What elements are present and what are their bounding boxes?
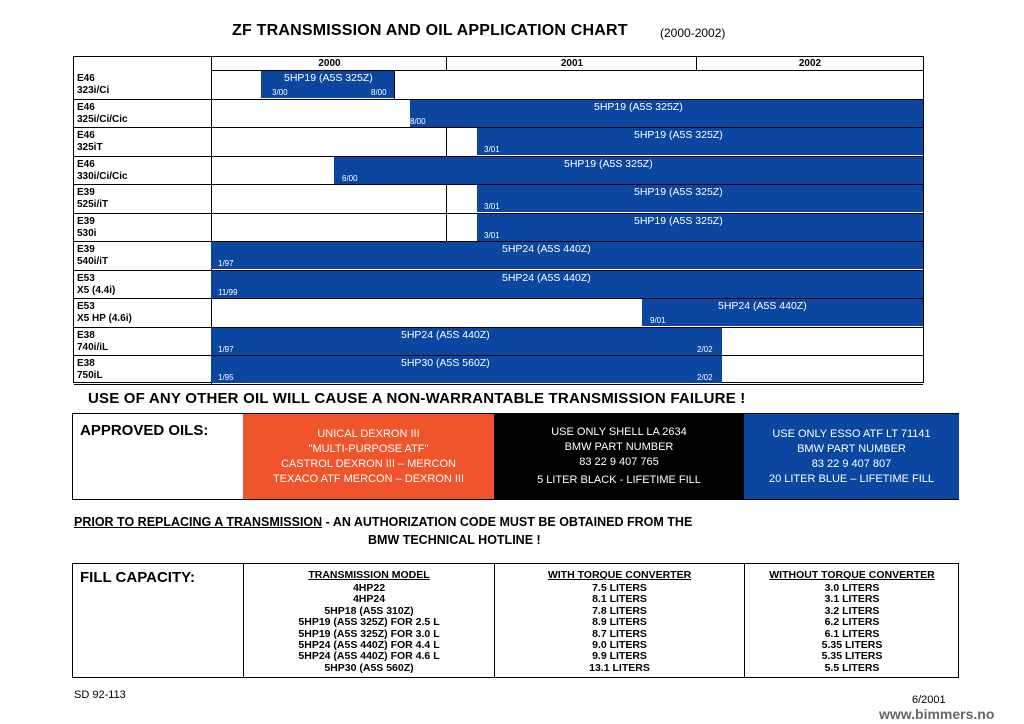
fill-capacity-value: 3.2 LITERS [824, 604, 880, 617]
without-torque-converter-column [744, 564, 959, 677]
transmission-bar [261, 71, 394, 98]
chassis-series: E39 [77, 244, 95, 255]
application-row [74, 71, 923, 100]
start-date: 6/00 [342, 173, 358, 183]
fill-capacity-value: 5HP19 (A5S 325Z) FOR 3.0 L [298, 627, 440, 640]
fill-capacity-value: 5HP24 (A5S 440Z) FOR 4.4 L [298, 639, 440, 652]
oil-line: BMW PART NUMBER [564, 441, 674, 453]
model-name: 530i [77, 227, 97, 239]
vehicle-label [77, 73, 109, 97]
fill-capacity-value: 5.35 LITERS [821, 639, 883, 652]
application-row [74, 356, 923, 385]
fill-capacity-value: 8.9 LITERS [592, 616, 647, 629]
page-title: ZF TRANSMISSION AND OIL APPLICATION CHART [232, 22, 628, 39]
start-date: 8/00 [410, 116, 426, 126]
application-row [74, 185, 923, 214]
vehicle-label [77, 244, 108, 268]
application-row [74, 128, 923, 157]
fill-capacity-value: 5.5 LITERS [824, 661, 880, 674]
fill-capacity-value: 13.1 LITERS [589, 661, 650, 674]
document-id: SD 92-113 [74, 689, 126, 701]
oil-option-shell [494, 414, 744, 499]
end-date: 2/02 [697, 344, 713, 354]
column-header: WITH TORQUE CONVERTER [547, 569, 692, 581]
transmission-bar [211, 328, 722, 355]
application-row [74, 214, 923, 243]
transmission-bar [211, 271, 923, 298]
start-date: 9/01 [650, 316, 666, 325]
chassis-series: E46 [77, 73, 95, 84]
fill-capacity-value: 5HP19 (A5S 325Z) FOR 2.5 L [298, 616, 440, 629]
oil-line: USE ONLY ESSO ATF LT 71141 [772, 427, 931, 440]
model-name: 740i/iL [77, 341, 109, 353]
oil-line: UNICAL DEXRON III [317, 427, 420, 440]
start-date: 3/01 [484, 202, 500, 211]
end-date: 8/00 [371, 88, 387, 97]
start-date: 11/99 [218, 287, 238, 297]
vehicle-label [77, 330, 108, 354]
chassis-series: E38 [77, 329, 95, 341]
year-divider [446, 185, 447, 213]
oil-option-dexron [243, 414, 494, 499]
oil-line: TEXACO ATF MERCON – DEXRON III [272, 472, 465, 485]
transmission-label: 5HP19 (A5S 325Z) [564, 157, 653, 170]
fill-capacity-value: 9.9 LITERS [592, 650, 647, 663]
oil-line: 5 LITER BLACK - LIFETIME FILL [537, 474, 701, 486]
fill-capacity-value: 5.35 LITERS [821, 650, 883, 663]
start-date: 1/97 [218, 344, 234, 354]
fill-capacity-value: 5HP30 (A5S 560Z) [324, 661, 414, 674]
vehicle-label [77, 301, 132, 325]
transmission-label: 5HP19 (A5S 325Z) [634, 214, 723, 227]
vehicle-label [77, 130, 103, 154]
chassis-series: E46 [77, 101, 95, 113]
fill-capacity-value: 3.1 LITERS [824, 593, 880, 606]
fill-capacity-box [72, 563, 959, 678]
vehicle-label [77, 358, 103, 382]
application-row [74, 271, 923, 300]
fill-capacity-value: 4HP22 [352, 582, 386, 594]
application-row [74, 299, 923, 328]
application-row [74, 242, 923, 271]
chassis-series: E53 [77, 272, 95, 284]
model-name: 325iT [77, 142, 103, 153]
fill-capacity-value: 3.0 LITERS [824, 582, 880, 594]
transmission-bar [477, 128, 923, 155]
year-header-2000: 2000 [211, 57, 447, 71]
model-name: X5 HP (4.6i) [77, 313, 132, 324]
model-name: 325i/Ci/Cic [77, 113, 128, 125]
model-name: 750iL [77, 370, 103, 381]
vehicle-label [77, 102, 128, 126]
transmission-bar [211, 356, 722, 383]
fill-capacity-value: 5HP24 (A5S 440Z) FOR 4.6 L [298, 650, 440, 663]
transmission-bar [211, 242, 923, 269]
transmission-label: 5HP19 (A5S 325Z) [634, 129, 723, 141]
transmission-bar [477, 185, 923, 212]
year-header-2001: 2001 [446, 57, 697, 71]
chassis-series: E53 [77, 301, 95, 312]
oil-line: 83 22 9 407 765 [579, 456, 659, 468]
start-date: 3/01 [484, 145, 500, 154]
start-date: 1/95 [218, 373, 234, 382]
vehicle-label [77, 187, 108, 211]
oil-line: USE ONLY SHELL LA 2634 [551, 426, 687, 438]
oil-option-esso [744, 414, 959, 499]
transmission-model-column [243, 564, 494, 677]
transmission-bar [642, 299, 923, 326]
authorization-notice-line2: BMW TECHNICAL HOTLINE ! [368, 533, 541, 547]
approved-oils-heading: APPROVED OILS: [80, 422, 209, 439]
end-date: 2/02 [697, 373, 713, 382]
fill-capacity-value: 7.8 LITERS [592, 604, 647, 617]
fill-capacity-heading: FILL CAPACITY: [80, 569, 195, 586]
document-date: 6/2001 [912, 694, 946, 706]
model-name: 540i/iT [77, 256, 109, 267]
model-name: 323i/Ci [77, 85, 110, 96]
fill-capacity-value: 6.1 LITERS [824, 627, 880, 640]
oil-line: CASTROL DEXRON III – MERCON [280, 457, 456, 470]
fill-capacity-value: 8.1 LITERS [592, 593, 647, 606]
authorization-notice [74, 515, 692, 529]
fill-capacity-value: 7.5 LITERS [592, 582, 647, 594]
notice-rest: - AN AUTHORIZATION CODE MUST BE OBTAINED FROM THE [322, 515, 693, 529]
approved-oils-box [72, 413, 959, 500]
transmission-label: 5HP30 (A5S 560Z) [401, 357, 490, 369]
transmission-label: 5HP24 (A5S 440Z) [401, 328, 490, 341]
transmission-label: 5HP19 (A5S 325Z) [594, 100, 683, 113]
year-divider [394, 71, 395, 99]
oil-line: BMW PART NUMBER [797, 442, 906, 455]
fill-capacity-value: 4HP24 [352, 593, 386, 606]
vehicle-label [77, 273, 115, 297]
transmission-label: 5HP24 (A5S 440Z) [718, 300, 807, 312]
fill-capacity-value: 9.0 LITERS [592, 639, 647, 652]
transmission-label: 5HP24 (A5S 440Z) [502, 243, 591, 255]
model-name: 525i/iT [77, 199, 109, 210]
chassis-series: E39 [77, 187, 95, 198]
vehicle-label [77, 159, 128, 183]
transmission-bar [334, 157, 923, 184]
transmission-bar [477, 214, 923, 241]
application-row [74, 328, 923, 357]
chassis-series: E38 [77, 358, 95, 369]
chassis-series: E39 [77, 215, 95, 227]
fill-capacity-value: 5HP18 (A5S 310Z) [324, 604, 414, 617]
transmission-label: 5HP19 (A5S 325Z) [284, 72, 373, 84]
model-name: 330i/Ci/Cic [77, 170, 128, 182]
oil-line: "MULTI-PURPOSE ATF" [308, 442, 429, 455]
transmission-label: 5HP24 (A5S 440Z) [502, 271, 591, 284]
transmission-label: 5HP19 (A5S 325Z) [634, 186, 723, 198]
model-name: X5 (4.4i) [77, 284, 116, 296]
start-date: 3/00 [272, 88, 288, 97]
year-range: (2000-2002) [660, 26, 726, 40]
chassis-series: E46 [77, 130, 95, 141]
application-row [74, 100, 923, 129]
application-row [74, 157, 923, 186]
application-chart [73, 56, 924, 383]
fill-capacity-value: 6.2 LITERS [824, 616, 880, 629]
start-date: 1/97 [218, 259, 234, 268]
start-date: 3/01 [484, 230, 500, 240]
column-header: TRANSMISSION MODEL [308, 569, 430, 581]
transmission-bar [410, 100, 923, 127]
year-divider [446, 128, 447, 156]
oil-warning: USE OF ANY OTHER OIL WILL CAUSE A NON-WARRANTABLE TRANSMISSION FAILURE ! [88, 390, 746, 407]
year-header-2002: 2002 [696, 57, 923, 71]
chassis-series: E46 [77, 158, 95, 170]
oil-line: 83 22 9 407 807 [811, 457, 892, 470]
vehicle-label [77, 216, 96, 240]
fill-capacity-value: 8.7 LITERS [592, 627, 647, 640]
oil-line: 20 LITER BLUE – LIFETIME FILL [768, 472, 935, 485]
column-header: WITHOUT TORQUE CONVERTER [769, 569, 935, 581]
year-divider [446, 214, 447, 242]
notice-underlined: PRIOR TO REPLACING A TRANSMISSION [74, 515, 323, 529]
with-torque-converter-column [494, 564, 744, 677]
watermark: www.bimmers.no [879, 706, 995, 722]
